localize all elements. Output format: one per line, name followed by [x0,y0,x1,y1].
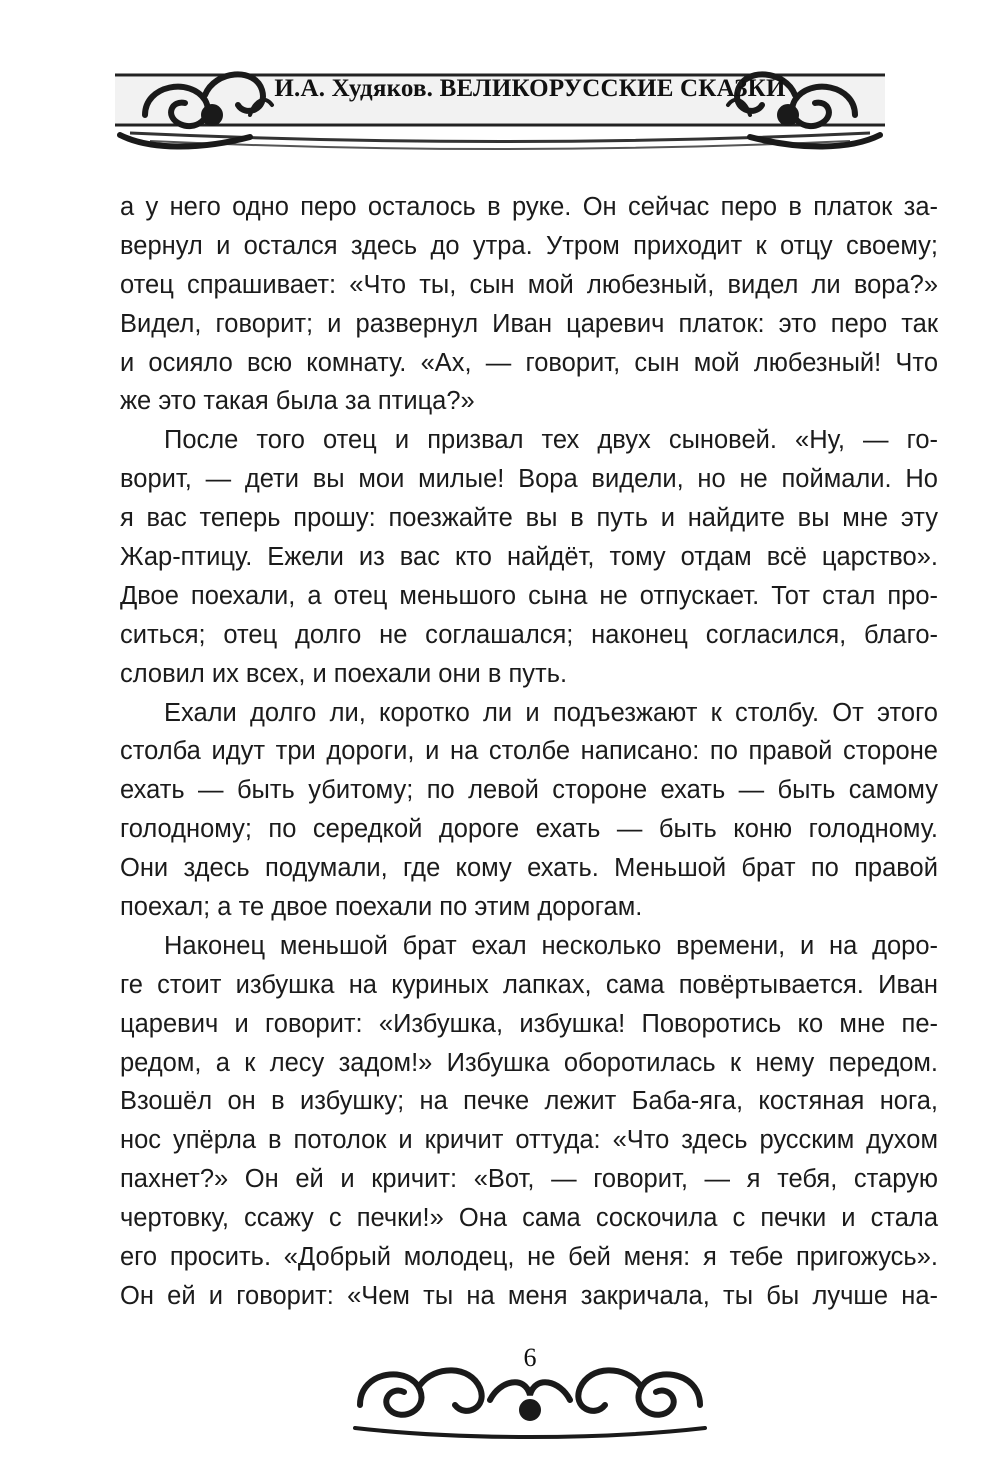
page-body [120,188,938,1316]
scroll-swirl-icon [355,1370,705,1437]
text-line: царевич и говорит: «Избушка, избушка! Поворотись ко мне пе- [120,1009,938,1038]
text-line: ворит, — дети вы мои милые! Вора видели, но не поймали. Но [120,465,938,494]
text-line: редом, а к лесу задом!» Избушка оборотилась к нему передом. [120,1048,938,1077]
text-line: ехать — быть убитому; по левой стороне ехать — быть самому [120,776,938,805]
text-line: чертовку, ссажу с печки!» Она сама соскочила с печки и стала [120,1204,938,1233]
text-line: Ехали долго ли, коротко ли и подъезжают к столбу. От этого [164,698,938,727]
text-line: поехал; а те двое поехали по этим дорогам. [120,893,643,922]
text-line: ситься; отец долго не соглашался; наконец согласился, благо- [120,620,938,649]
running-header-title: И.А. Худяков. ВЕЛИКОРУССКИЕ СКАЗКИ [274,75,786,102]
header-ornament-band [0,55,1000,175]
text-line: Взошёл он в избушку; на печке лежит Баба-яга, костяная нога, [120,1087,938,1116]
text-line: а у него одно перо осталось в руке. Он сейчас перо в платок за- [120,193,938,221]
text-line: ге стоит избушка на куриных лапках, сама повёртывается. Иван [120,970,938,999]
text-line: Они здесь подумали, где кому ехать. Меньшой брат по правой [120,854,938,883]
text-line: голодному; по середкой дороге ехать — быть коню голодному. [120,815,938,844]
text-line: нос упёрла в потолок и кричит оттуда: «Что здесь русским духом [120,1126,938,1155]
text-line: словил их всех, и поехали они в путь. [120,659,568,688]
text-line: Двое поехали, а отец меньшого сына не отпускает. Тот стал про- [120,581,938,610]
text-line: Наконец меньшой брат ехал несколько времени, и на доро- [164,931,938,960]
text-line: вернул и остался здесь до утра. Утром приходит к отцу своему; [120,231,938,260]
text-line: пахнет?» Он ей и кричит: «Вот, — говорит, — я тебя, старую [120,1165,938,1194]
text-line: столба идут три дороги, и на столбе написано: по правой стороне [120,737,938,766]
text-line: я вас теперь прошу: поезжайте вы в путь и найдите вы мне эту [120,504,938,533]
text-line: Он ей и говорит: «Чем ты на меня закричала, ты бы лучше на- [120,1281,938,1310]
text-line: же это такая была за птица?» [120,387,475,416]
text-line: Жар-птицу. Ежели из вас кто найдёт, тому отдам всё царство». [120,543,938,572]
text-line: и осияло всю комнату. «Ах, — говорит, сын мой любезный! Что [120,348,938,377]
text-line: его просить. «Добрый молодец, не бей меня: я тебе пригожусь». [120,1243,938,1272]
text-line: Видел, говорит; и развернул Иван царевич платок: это перо так [120,309,938,338]
page-number: 6 [523,1343,537,1372]
text-line: После того отец и призвал тех двух сыновей. «Ну, — го- [164,426,938,455]
text-line: отец спрашивает: «Что ты, сын мой любезный, видел ли вора?» [120,270,938,299]
